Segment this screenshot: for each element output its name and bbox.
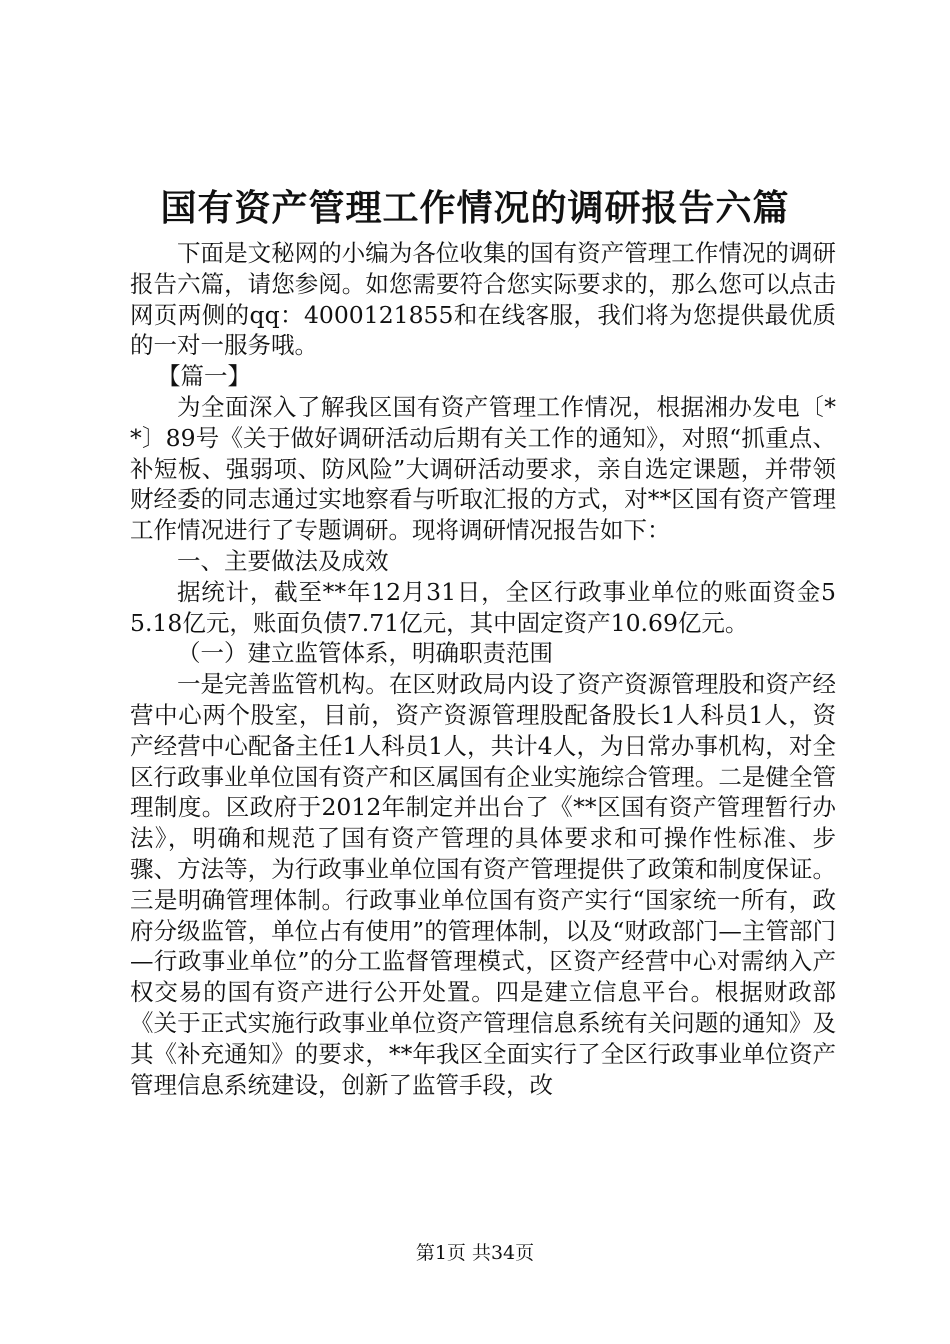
body-paragraph: 一是完善监管机构。在区财政局内设了资产资源管理股和资产经营中心两个股室，目前，资产资源管理股配备股长1人科员1人，资产经营中心配备主任1人科员1人，共计4人，为日常办事机构，对全区行政事业单位国有资产和区属国有企业实施综合管理。二是健全管理制度。区政府于2012年制定并出台了《**区国有资产管理暂行办法》，明确和规范了国有资产管理的具体要求和可操作性标准、步骤、方法等，为行政事业单位国有资产管理提供了政策和制度保证。三是明确管理体制。行政事业单位国有资产实行“国家统一所有，政府分级监管，单位占有使用”的管理体制，以及“财政部门—主管部门—行政事业单位”的分工监督管理模式，区资产经营中心对需纳入产权交易的国有资产进行公开处置。四是建立信息平台。根据财政部《关于正式实施行政事业单位资产管理信息系统有关问题的通知》及其《补充通知》的要求，**年我区全面实行了全区行政事业单位资产管理信息系统建设，创新了监管手段，改 xyxy=(130,670,836,1099)
section-heading: 一、主要做法及成效 xyxy=(177,546,389,575)
body-paragraph: 为全面深入了解我区国有资产管理工作情况，根据湘办发电〔**〕89号《关于做好调研活动后期有关工作的通知》，对照“抓重点、补短板、强弱项、防风险”大调研活动要求，亲自选定课题，并带领财经委的同志通过实地察看与听取汇报的方式，对**区国有资产管理工作情况进行了专题调研。现将调研情况报告如下： xyxy=(130,392,836,545)
body-paragraph: 据统计，截至**年12月31日，全区行政事业单位的账面资金55.18亿元，账面负债7.71亿元，其中固定资产10.69亿元。 xyxy=(130,577,836,637)
section-label: 【篇一】 xyxy=(157,362,252,391)
page-number-footer: 第1页 共34页 xyxy=(415,1242,535,1264)
document-body xyxy=(130,238,836,1100)
document-title: 国有资产管理工作情况的调研报告六篇 xyxy=(160,187,790,229)
subsection-heading: （一）建立监管体系，明确职责范围 xyxy=(177,639,553,668)
intro-paragraph: 下面是文秘网的小编为各位收集的国有资产管理工作情况的调研报告六篇，请您参阅。如您需要符合您实际要求的，那么您可以点击网页两侧的qq：4000121855和在线客服，我们将为您提供最优质的一对一服务哦。 xyxy=(130,239,836,360)
